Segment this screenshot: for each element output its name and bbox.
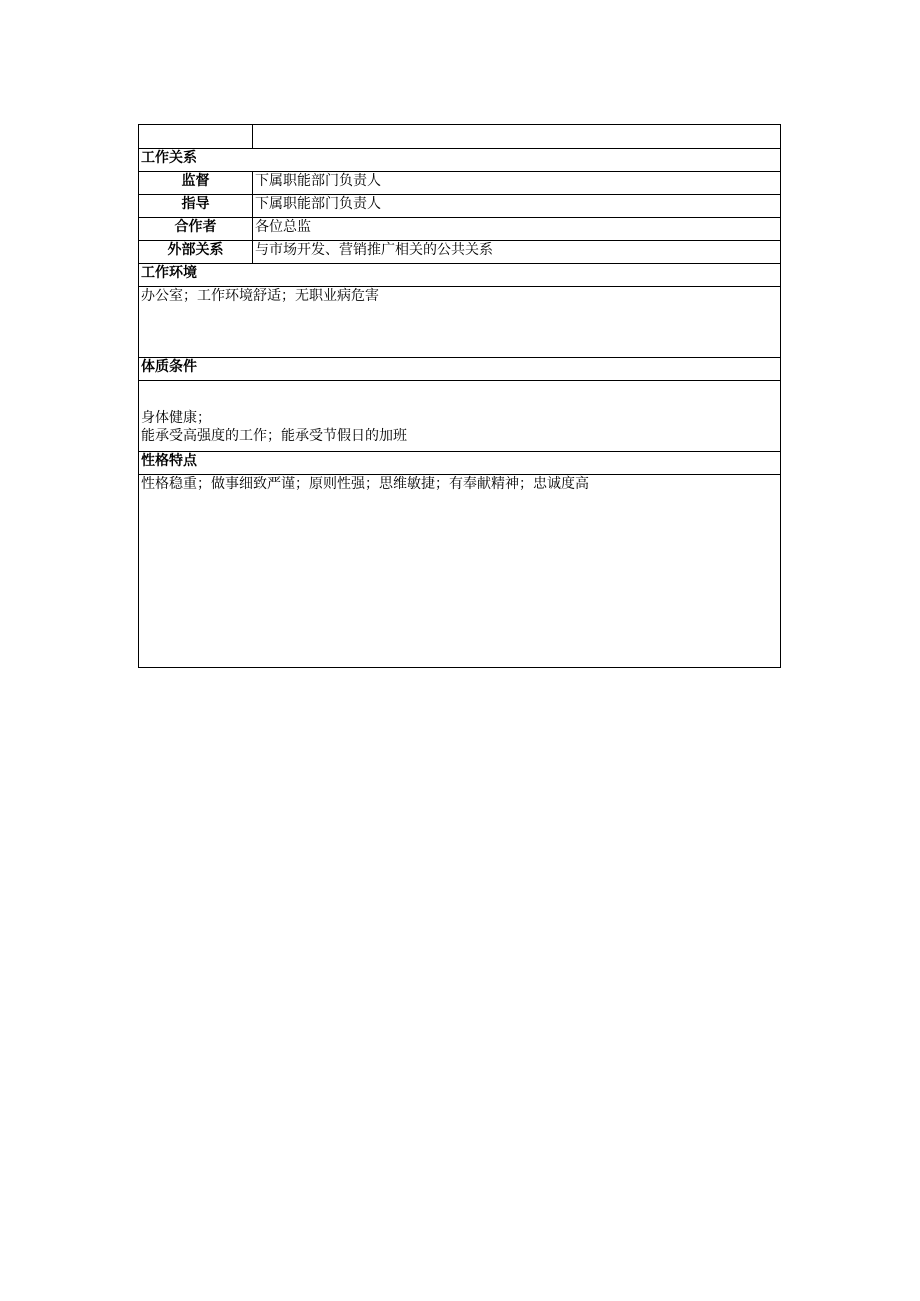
work-relations-title: 工作关系 — [139, 149, 781, 172]
physical-condition-line-2: 能承受高强度的工作；能承受节假日的加班 — [141, 428, 407, 444]
blank-header-row — [139, 125, 781, 149]
physical-conditions-lines — [141, 381, 778, 445]
work-environment-title: 工作环境 — [139, 264, 781, 287]
blank-value-cell — [253, 125, 781, 149]
external-relations-value: 与市场开发、营销推广相关的公共关系 — [253, 241, 781, 264]
personality-traits-title: 性格特点 — [139, 452, 781, 475]
job-description-table — [138, 124, 781, 668]
table-row — [139, 218, 781, 241]
work-environment-text: 办公室；工作环境舒适；无职业病危害 — [139, 287, 781, 358]
collaborator-label: 合作者 — [139, 218, 253, 241]
table-row — [139, 172, 781, 195]
supervise-label: 监督 — [139, 172, 253, 195]
work-environment-row — [139, 287, 781, 358]
table-row — [139, 195, 781, 218]
physical-conditions-cell — [139, 381, 781, 452]
guide-label: 指导 — [139, 195, 253, 218]
work-environment-header-row — [139, 264, 781, 287]
work-relations-header-row — [139, 149, 781, 172]
table-row — [139, 241, 781, 264]
physical-condition-line-1: 身体健康； — [141, 410, 211, 426]
collaborator-value: 各位总监 — [253, 218, 781, 241]
supervise-value: 下属职能部门负责人 — [253, 172, 781, 195]
physical-conditions-title: 体质条件 — [139, 358, 781, 381]
external-relations-label: 外部关系 — [139, 241, 253, 264]
personality-traits-text: 性格稳重；做事细致严谨；原则性强；思维敏捷；有奉献精神；忠诚度高 — [139, 475, 781, 668]
blank-label-cell — [139, 125, 253, 149]
personality-traits-row — [139, 475, 781, 668]
guide-value: 下属职能部门负责人 — [253, 195, 781, 218]
personality-traits-header-row — [139, 452, 781, 475]
physical-conditions-row — [139, 381, 781, 452]
physical-conditions-header-row — [139, 358, 781, 381]
